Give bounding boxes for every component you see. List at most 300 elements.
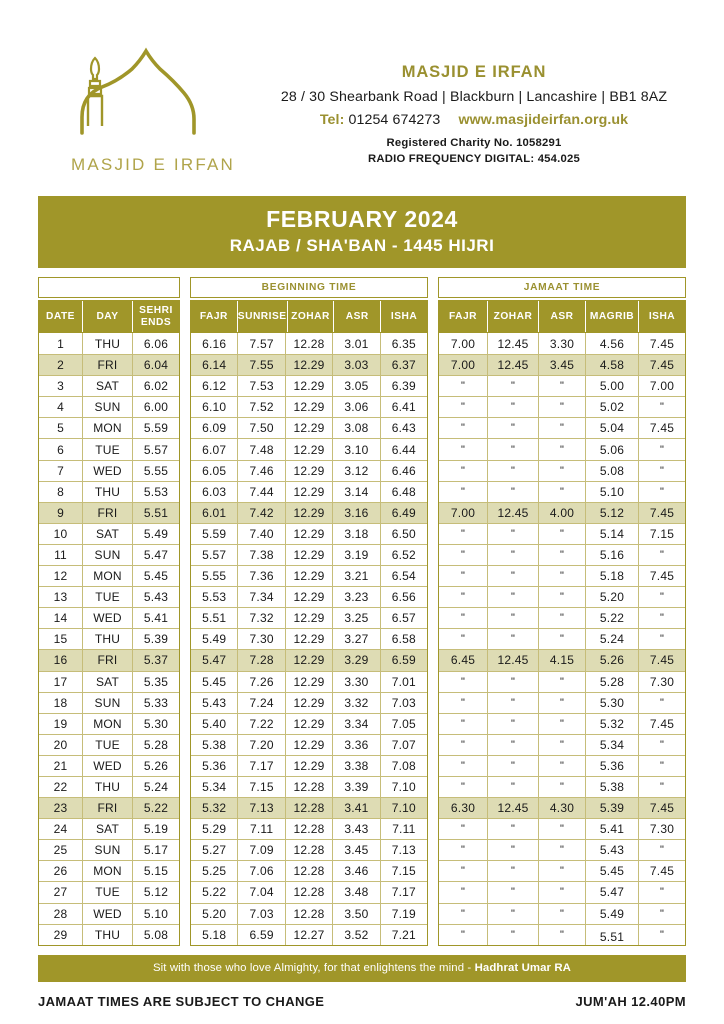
table-row	[39, 818, 179, 839]
jamaat-time-cell: "	[660, 844, 664, 857]
table-row	[39, 649, 179, 670]
beginning-time-cell: 7.10	[391, 780, 416, 795]
beginning-time-cell: 6.56	[391, 590, 416, 605]
jamaat-time-cell: 5.12	[586, 503, 639, 523]
beginning-time-cell: 6.43	[391, 421, 416, 436]
beginning-time-cell: 3.45	[333, 840, 380, 860]
jamaat-time-cell: 5.30	[586, 693, 639, 713]
table-row	[39, 628, 179, 649]
table-row	[439, 903, 685, 924]
beginning-time-cell: 3.52	[333, 925, 380, 945]
jamaat-time-cell: "	[439, 861, 488, 881]
date-cell: 27	[39, 882, 83, 902]
date-cell: 1	[39, 333, 83, 354]
jamaat-time-cell: "	[488, 545, 539, 565]
beginning-time-cell: 6.01	[191, 503, 238, 523]
beginning-time-cell: 12.29	[286, 418, 333, 438]
beginning-time-cell: 6.57	[391, 611, 416, 626]
table-row	[191, 460, 427, 481]
beginning-time-cell: 7.22	[238, 714, 285, 734]
date-cell: SAT	[83, 672, 133, 692]
jamaat-time-cell: 5.49	[586, 904, 639, 924]
jamaat-time-cell: 5.18	[586, 566, 639, 586]
website-link[interactable]: www.masjideirfan.org.uk	[458, 112, 629, 128]
table-row	[439, 396, 685, 417]
date-cell: 5.33	[143, 695, 169, 710]
table-row	[191, 333, 427, 354]
jamaat-time-cell: "	[439, 587, 488, 607]
date-cell: 5.19	[143, 822, 169, 837]
jamaat-time-cell: 5.10	[586, 482, 639, 502]
date-cell: 5.22	[143, 801, 169, 816]
beginning-time-cell: 3.08	[333, 418, 380, 438]
date-cell: 5.26	[143, 758, 169, 773]
jamaat-time-cell: "	[439, 672, 488, 692]
table-row	[191, 649, 427, 670]
date-cell: 5.49	[143, 526, 169, 541]
beginning-time-cell: 5.25	[191, 861, 238, 881]
table-row	[439, 460, 685, 481]
jamaat-time-cell: "	[439, 693, 488, 713]
beginning-time-cell: 5.43	[191, 693, 238, 713]
body-beginning	[190, 333, 428, 946]
jamaat-time-cell: 5.08	[586, 461, 639, 481]
table-row	[39, 776, 179, 797]
jamaat-time-cell: "	[660, 696, 664, 709]
beginning-time-cell: 6.05	[191, 461, 238, 481]
date-cell: 6.04	[143, 358, 169, 373]
jamaat-time-cell: 12.45	[488, 503, 539, 523]
date-cell: 17	[39, 672, 83, 692]
jamaat-time-cell: 12.45	[488, 798, 539, 818]
date-cell: 11	[39, 545, 83, 565]
beginning-time-cell: 7.26	[238, 672, 285, 692]
jamaat-time-cell: "	[539, 461, 586, 481]
beginning-time-cell: 5.27	[191, 840, 238, 860]
beginning-time-cell: 3.34	[333, 714, 380, 734]
date-cell: MON	[83, 418, 133, 438]
beginning-time-cell: 12.29	[286, 397, 333, 417]
date-cell: FRI	[83, 355, 133, 375]
beginning-time-cell: 6.03	[191, 482, 238, 502]
beginning-time-cell: 7.53	[238, 376, 285, 396]
table-row	[191, 375, 427, 396]
table-row	[439, 333, 685, 354]
jamaat-time-cell: "	[539, 566, 586, 586]
table-row	[439, 438, 685, 459]
beginning-time-cell: 12.29	[286, 756, 333, 776]
date-cell: 4	[39, 397, 83, 417]
table-row	[439, 649, 685, 670]
jamaat-time-cell: 7.45	[649, 716, 675, 731]
date-cell: FRI	[83, 798, 133, 818]
jamaat-time-cell: "	[539, 608, 586, 628]
jamaat-time-cell: "	[488, 439, 539, 459]
beginning-time-cell: 7.55	[238, 355, 285, 375]
table-row	[439, 755, 685, 776]
jamaat-time-cell: "	[439, 608, 488, 628]
date-cell: 16	[39, 650, 83, 670]
beginning-time-cell: 7.52	[238, 397, 285, 417]
jamaat-time-cell: "	[539, 840, 586, 860]
table-row	[39, 502, 179, 523]
beginning-time-cell: 3.27	[333, 629, 380, 649]
beginning-time-cell: 12.28	[286, 904, 333, 924]
beginning-time-cell: 7.15	[238, 777, 285, 797]
table-row	[191, 544, 427, 565]
date-cell: FRI	[83, 650, 133, 670]
date-cell: THU	[83, 333, 133, 354]
beginning-time-cell: 7.09	[238, 840, 285, 860]
beginning-time-cell: 7.48	[238, 439, 285, 459]
table-row	[191, 565, 427, 586]
beginning-time-cell: 7.46	[238, 461, 285, 481]
beginning-time-cell: 7.24	[238, 693, 285, 713]
col-header-begin-fajr: FAJR	[191, 301, 238, 332]
table-row	[191, 628, 427, 649]
date-cell: 15	[39, 629, 83, 649]
date-cell: 24	[39, 819, 83, 839]
table-row	[191, 396, 427, 417]
jamaat-time-cell: "	[539, 714, 586, 734]
beginning-time-cell: 12.29	[286, 650, 333, 670]
hijri-subtitle: RAJAB / SHA'BAN - 1445 HIJRI	[229, 235, 495, 255]
radio-frequency: RADIO FREQUENCY DIGITAL: 454.025	[368, 153, 580, 165]
date-cell: 29	[39, 925, 83, 945]
page-title: FEBRUARY 2024	[266, 206, 458, 232]
date-cell: 5.39	[143, 632, 169, 647]
beginning-time-cell: 7.15	[391, 864, 416, 879]
table-row	[39, 839, 179, 860]
beginning-time-cell: 3.10	[333, 439, 380, 459]
beginning-time-cell: 7.21	[391, 927, 416, 942]
beginning-time-cell: 7.04	[238, 882, 285, 902]
jamaat-time-cell: "	[488, 566, 539, 586]
date-cell: 5.10	[143, 906, 169, 921]
date-cell: 5.24	[143, 780, 169, 795]
table-row	[439, 776, 685, 797]
table-row	[191, 903, 427, 924]
date-cell: 14	[39, 608, 83, 628]
beginning-time-cell: 7.06	[238, 861, 285, 881]
jamaat-time-cell: "	[660, 443, 664, 456]
table-row	[439, 417, 685, 438]
jamaat-time-cell: "	[539, 524, 586, 544]
col-header-date: DATE	[39, 301, 83, 332]
beginning-time-cell: 3.14	[333, 482, 380, 502]
date-cell: 19	[39, 714, 83, 734]
beginning-time-cell: 7.36	[238, 566, 285, 586]
org-address: 28 / 30 Shearbank Road | Blackburn | Lancashire | BB1 8AZ	[280, 89, 668, 105]
date-cell: 6	[39, 439, 83, 459]
jamaat-time-cell: 7.45	[649, 653, 675, 668]
header-row-beginning	[190, 300, 428, 333]
jamaat-time-cell: 5.26	[586, 650, 639, 670]
date-cell: 5.57	[143, 442, 169, 457]
table-row	[39, 481, 179, 502]
date-cell: 6.00	[143, 400, 169, 415]
table-row	[191, 586, 427, 607]
jamaat-time-cell: 5.36	[586, 756, 639, 776]
jamaat-time-cell: "	[439, 629, 488, 649]
date-cell: 18	[39, 693, 83, 713]
jamaat-time-cell: "	[660, 633, 664, 646]
col-header-day: DAY	[83, 301, 133, 332]
jamaat-time-cell: "	[660, 907, 664, 920]
date-cell: MON	[83, 861, 133, 881]
table-row	[191, 438, 427, 459]
jamaat-time-cell: 5.39	[586, 798, 639, 818]
quote-bar	[38, 955, 686, 982]
page-header	[0, 0, 724, 196]
jamaat-time-cell: "	[539, 376, 586, 396]
date-cell: WED	[83, 608, 133, 628]
table-row	[39, 734, 179, 755]
quote-attribution: Hadhrat Umar RA	[474, 961, 572, 974]
jamaat-time-cell: 5.24	[586, 629, 639, 649]
jamaat-time-cell: "	[660, 612, 664, 625]
jamaat-time-cell: 5.14	[586, 524, 639, 544]
beginning-time-cell: 7.34	[238, 587, 285, 607]
jamaat-time-cell: "	[539, 735, 586, 755]
jamaat-time-cell: 7.30	[649, 674, 675, 689]
table-section-beginning	[190, 277, 428, 946]
beginning-time-cell: 3.30	[333, 672, 380, 692]
col-header-jamaat-magrib: MAGRIB	[586, 301, 639, 332]
date-cell: 12	[39, 566, 83, 586]
jamaat-time-cell: 5.16	[586, 545, 639, 565]
beginning-time-cell: 12.29	[286, 672, 333, 692]
date-cell: SAT	[83, 376, 133, 396]
beginning-time-cell: 3.01	[333, 333, 380, 354]
date-cell: 21	[39, 756, 83, 776]
mosque-dome-icon	[58, 47, 248, 159]
date-cell: 5.35	[143, 674, 169, 689]
jamaat-time-cell: 7.00	[439, 333, 488, 354]
beginning-time-cell: 7.38	[238, 545, 285, 565]
beginning-time-cell: 12.29	[286, 461, 333, 481]
beginning-time-cell: 3.39	[333, 777, 380, 797]
table-row	[191, 839, 427, 860]
jamaat-time-cell: "	[488, 587, 539, 607]
col-header-begin-asr: ASR	[334, 301, 381, 332]
jamaat-notice: JAMAAT TIMES ARE SUBJECT TO CHANGE	[38, 993, 325, 1009]
beginning-time-cell: 7.17	[391, 885, 416, 900]
table-row	[191, 818, 427, 839]
table-row	[39, 797, 179, 818]
date-cell: 5.45	[143, 569, 169, 584]
beginning-time-cell: 6.50	[391, 526, 416, 541]
date-cell: TUE	[83, 735, 133, 755]
beginning-time-cell: 6.54	[391, 569, 416, 584]
jamaat-time-cell: 5.45	[586, 861, 639, 881]
beginning-time-cell: 3.25	[333, 608, 380, 628]
jamaat-time-cell: 7.30	[649, 822, 675, 837]
date-cell: THU	[83, 482, 133, 502]
table-row	[191, 881, 427, 902]
tel-label: Tel:	[319, 112, 345, 128]
beginning-time-cell: 7.11	[392, 822, 416, 837]
beginning-time-cell: 3.48	[333, 882, 380, 902]
beginning-time-cell: 7.11	[238, 819, 285, 839]
table-row	[191, 481, 427, 502]
table-row	[191, 417, 427, 438]
table-row	[439, 354, 685, 375]
table-row	[39, 881, 179, 902]
beginning-time-cell: 7.10	[391, 801, 416, 816]
table-row	[439, 734, 685, 755]
beginning-time-cell: 7.05	[391, 716, 416, 731]
beginning-time-cell: 3.50	[333, 904, 380, 924]
month-title-banner	[38, 196, 686, 268]
date-cell: THU	[83, 925, 133, 945]
table-section-jamaat	[438, 277, 686, 946]
quote-text: Sit with those who love Almighty, for that enlightens the mind -	[152, 961, 475, 974]
table-row	[39, 333, 179, 354]
date-cell: 13	[39, 587, 83, 607]
table-row	[39, 713, 179, 734]
jamaat-time-cell: 5.38	[586, 777, 639, 797]
table-row	[439, 375, 685, 396]
jamaat-time-cell: 5.41	[586, 819, 639, 839]
table-row	[439, 797, 685, 818]
table-row	[39, 692, 179, 713]
date-cell: 5.41	[143, 611, 169, 626]
beginning-time-cell: 6.12	[191, 376, 238, 396]
beginning-time-cell: 5.55	[191, 566, 238, 586]
beginning-time-cell: 12.28	[286, 798, 333, 818]
table-row	[439, 713, 685, 734]
jamaat-time-cell: "	[439, 397, 488, 417]
beginning-time-cell: 3.46	[333, 861, 380, 881]
jamaat-time-cell: "	[439, 756, 488, 776]
date-cell: 10	[39, 524, 83, 544]
jamaat-time-cell: "	[488, 840, 539, 860]
date-cell: TUE	[83, 882, 133, 902]
date-cell: SUN	[83, 693, 133, 713]
beginning-time-cell: 6.09	[191, 418, 238, 438]
beginning-time-cell: 12.29	[286, 714, 333, 734]
beginning-time-cell: 7.08	[391, 758, 416, 773]
jamaat-time-cell: "	[488, 882, 539, 902]
table-row	[39, 417, 179, 438]
beginning-time-cell: 12.29	[286, 355, 333, 375]
table-row	[191, 671, 427, 692]
jamaat-time-cell: "	[539, 587, 586, 607]
jamaat-time-cell: "	[439, 524, 488, 544]
jamaat-time-cell: "	[439, 840, 488, 860]
beginning-time-cell: 6.59	[391, 653, 416, 668]
jamaat-time-cell: "	[439, 439, 488, 459]
beginning-time-cell: 5.29	[191, 819, 238, 839]
jamaat-time-cell: 7.45	[649, 505, 675, 520]
jamaat-time-cell: 5.06	[586, 439, 639, 459]
jamaat-time-cell: "	[439, 461, 488, 481]
table-row	[39, 924, 179, 945]
table-row	[439, 628, 685, 649]
jamaat-time-cell: "	[439, 777, 488, 797]
group-title-beginning: BEGINNING TIME	[190, 277, 428, 298]
footer-row	[38, 994, 686, 1009]
beginning-time-cell: 7.20	[238, 735, 285, 755]
jamaat-time-cell: "	[539, 397, 586, 417]
jamaat-time-cell: 6.45	[439, 650, 488, 670]
beginning-time-cell: 5.45	[191, 672, 238, 692]
jamaat-time-cell: "	[488, 777, 539, 797]
table-row	[191, 692, 427, 713]
jamaat-time-cell: 7.00	[439, 355, 488, 375]
jamaat-time-cell: "	[439, 545, 488, 565]
jamaat-time-cell: "	[439, 482, 488, 502]
beginning-time-cell: 6.58	[391, 632, 416, 647]
date-cell: WED	[83, 461, 133, 481]
table-row	[191, 734, 427, 755]
header-row-jamaat	[438, 300, 686, 333]
beginning-time-cell: 5.22	[191, 882, 238, 902]
table-row	[439, 586, 685, 607]
table-row	[191, 776, 427, 797]
date-cell: WED	[83, 904, 133, 924]
beginning-time-cell: 3.29	[333, 650, 380, 670]
jamaat-time-cell: "	[539, 545, 586, 565]
date-cell: 9	[39, 503, 83, 523]
date-cell: 5.51	[143, 505, 169, 520]
beginning-time-cell: 12.28	[286, 819, 333, 839]
col-header-jamaat-asr: ASR	[539, 301, 586, 332]
beginning-time-cell: 12.29	[286, 587, 333, 607]
table-row	[191, 523, 427, 544]
org-name: MASJID E IRFAN	[401, 63, 547, 81]
table-row	[39, 607, 179, 628]
beginning-time-cell: 6.49	[391, 505, 416, 520]
beginning-time-cell: 6.35	[391, 336, 416, 351]
beginning-time-cell: 3.23	[333, 587, 380, 607]
table-row	[39, 375, 179, 396]
date-cell: TUE	[83, 439, 133, 459]
date-cell: WED	[83, 756, 133, 776]
table-row	[191, 755, 427, 776]
beginning-time-cell: 5.49	[191, 629, 238, 649]
beginning-time-cell: 7.17	[238, 756, 285, 776]
beginning-time-cell: 12.29	[286, 608, 333, 628]
beginning-time-cell: 12.29	[286, 503, 333, 523]
date-cell: SAT	[83, 524, 133, 544]
jamaat-time-cell: 7.45	[649, 421, 675, 436]
jamaat-time-cell: "	[660, 464, 664, 477]
date-cell: 20	[39, 735, 83, 755]
jamaat-time-cell: 12.45	[488, 355, 539, 375]
tel-number: 01254 674273	[348, 112, 441, 128]
jamaat-time-cell: "	[539, 882, 586, 902]
jamaat-time-cell: "	[488, 672, 539, 692]
beginning-time-cell: 3.16	[333, 503, 380, 523]
jamaat-time-cell: "	[660, 928, 664, 941]
jamaat-time-cell: "	[488, 735, 539, 755]
beginning-time-cell: 12.28	[286, 882, 333, 902]
table-row	[39, 438, 179, 459]
beginning-time-cell: 7.01	[391, 674, 416, 689]
jamaat-time-cell: "	[488, 861, 539, 881]
jamaat-time-cell: 7.00	[649, 379, 675, 394]
date-cell: 5.30	[143, 716, 169, 731]
beginning-time-cell: 5.32	[191, 798, 238, 818]
table-row	[39, 544, 179, 565]
jamaat-time-cell: 5.04	[586, 418, 639, 438]
jamaat-time-cell: 7.15	[649, 526, 675, 541]
jamaat-time-cell: "	[439, 904, 488, 924]
table-row	[39, 586, 179, 607]
beginning-time-cell: 7.57	[238, 333, 285, 354]
